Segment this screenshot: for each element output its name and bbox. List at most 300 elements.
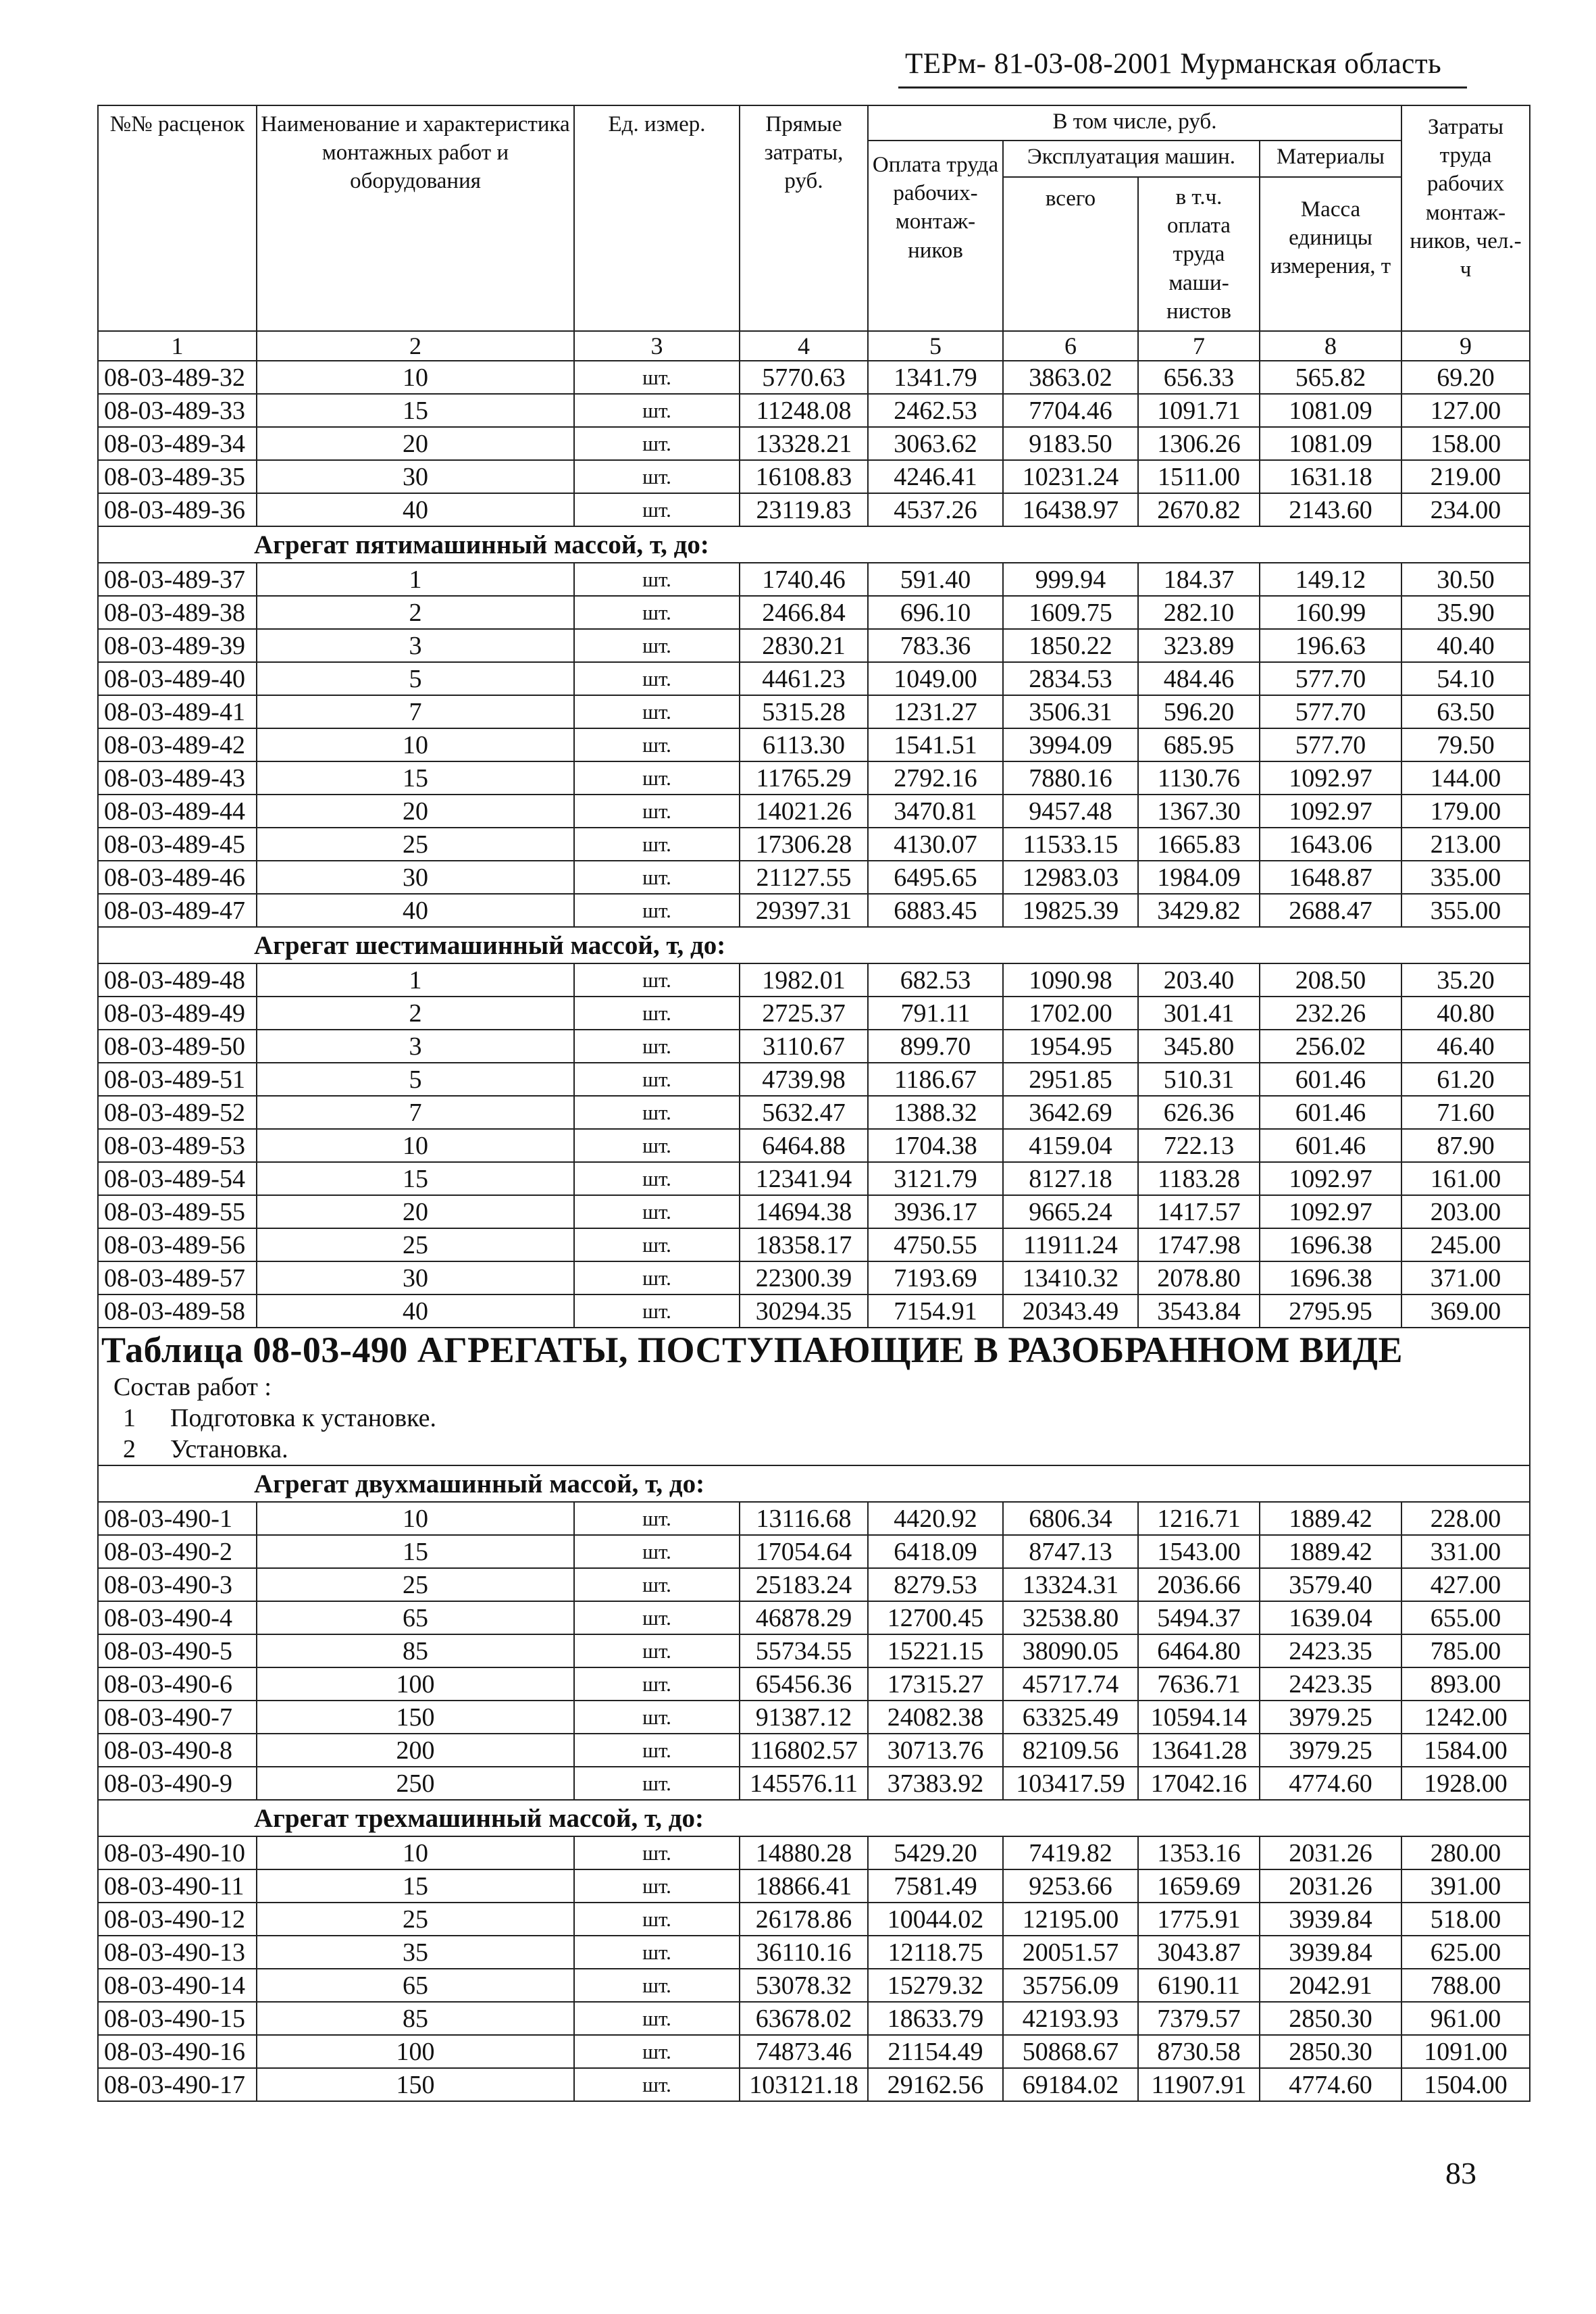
operator-wages: 323.89 (1138, 629, 1260, 662)
column-number: 5 (868, 331, 1003, 361)
worker-wages: 4246.41 (868, 460, 1003, 493)
operator-wages: 685.95 (1138, 728, 1260, 761)
labor-hours: 87.90 (1401, 1129, 1530, 1162)
equipment-size: 85 (257, 1634, 574, 1667)
step-text: Установка. (170, 1435, 288, 1463)
direct-costs: 5770.63 (740, 361, 868, 394)
table-row (98, 394, 1530, 427)
rate-code: 08-03-490-16 (98, 2035, 257, 2068)
unit: шт. (574, 1129, 740, 1162)
equipment-size: 30 (257, 1261, 574, 1294)
operator-wages: 13641.28 (1138, 1734, 1260, 1767)
labor-hours: 234.00 (1401, 493, 1530, 526)
table-row (98, 997, 1530, 1030)
mass-per-unit: 1648.87 (1260, 861, 1401, 894)
operator-wages: 656.33 (1138, 361, 1260, 394)
unit: шт. (574, 427, 740, 460)
operator-wages: 6190.11 (1138, 1969, 1260, 2002)
labor-hours: 625.00 (1401, 1936, 1530, 1969)
unit: шт. (574, 828, 740, 861)
group-heading-five-machine: Агрегат пятимашинный массой, т, до: (254, 530, 709, 559)
col-header-labor: Затраты труда рабочих монтаж-ников, чел.-ч (1401, 105, 1530, 331)
unit: шт. (574, 662, 740, 695)
machine-costs: 4159.04 (1003, 1129, 1138, 1162)
operator-wages: 3543.84 (1138, 1294, 1260, 1328)
unit: шт. (574, 1030, 740, 1063)
machine-costs: 9457.48 (1003, 795, 1138, 828)
operator-wages: 301.41 (1138, 997, 1260, 1030)
rows-block-3 (98, 963, 1530, 1328)
worker-wages: 696.10 (868, 596, 1003, 629)
worker-wages: 1541.51 (868, 728, 1003, 761)
direct-costs: 14021.26 (740, 795, 868, 828)
col-header-name: Наименование и характеристика монтажных работ и оборудования (257, 105, 574, 331)
unit: шт. (574, 1734, 740, 1767)
column-number: 9 (1401, 331, 1530, 361)
col-header-machines-total: всего (1003, 177, 1138, 331)
operator-wages: 484.46 (1138, 662, 1260, 695)
direct-costs: 26178.86 (740, 1903, 868, 1936)
mass-per-unit: 1081.09 (1260, 427, 1401, 460)
worker-wages: 12700.45 (868, 1601, 1003, 1634)
operator-wages: 7636.71 (1138, 1667, 1260, 1701)
unit: шт. (574, 1568, 740, 1601)
unit: шт. (574, 1869, 740, 1903)
mass-per-unit: 2031.26 (1260, 1869, 1401, 1903)
operator-wages: 3043.87 (1138, 1936, 1260, 1969)
direct-costs: 3110.67 (740, 1030, 868, 1063)
mass-per-unit: 1639.04 (1260, 1601, 1401, 1634)
rate-code: 08-03-490-4 (98, 1601, 257, 1634)
mass-per-unit: 1696.38 (1260, 1261, 1401, 1294)
mass-per-unit: 2795.95 (1260, 1294, 1401, 1328)
unit: шт. (574, 1096, 740, 1129)
equipment-size: 10 (257, 1502, 574, 1535)
direct-costs: 145576.11 (740, 1767, 868, 1800)
mass-per-unit: 2850.30 (1260, 2035, 1401, 2068)
labor-hours: 1091.00 (1401, 2035, 1530, 2068)
operator-wages: 722.13 (1138, 1129, 1260, 1162)
equipment-size: 20 (257, 1195, 574, 1228)
rate-code: 08-03-489-52 (98, 1096, 257, 1129)
worker-wages: 10044.02 (868, 1903, 1003, 1936)
labor-hours: 69.20 (1401, 361, 1530, 394)
labor-hours: 1242.00 (1401, 1701, 1530, 1734)
rate-code: 08-03-489-40 (98, 662, 257, 695)
mass-per-unit: 1643.06 (1260, 828, 1401, 861)
labor-hours: 245.00 (1401, 1228, 1530, 1261)
direct-costs: 103121.18 (740, 2068, 868, 2101)
mass-per-unit: 577.70 (1260, 728, 1401, 761)
operator-wages: 282.10 (1138, 596, 1260, 629)
mass-per-unit: 3939.84 (1260, 1903, 1401, 1936)
table-row (98, 1502, 1530, 1535)
labor-hours: 35.20 (1401, 963, 1530, 997)
labor-hours: 30.50 (1401, 563, 1530, 596)
table-row (98, 1096, 1530, 1129)
worker-wages: 1704.38 (868, 1129, 1003, 1162)
mass-per-unit: 2423.35 (1260, 1667, 1401, 1701)
worker-wages: 5429.20 (868, 1836, 1003, 1869)
worker-wages: 2462.53 (868, 394, 1003, 427)
rows-block-5 (98, 1836, 1530, 2101)
equipment-size: 1 (257, 963, 574, 997)
operator-wages: 1306.26 (1138, 427, 1260, 460)
unit: шт. (574, 1969, 740, 2002)
labor-hours: 144.00 (1401, 761, 1530, 795)
worker-wages: 30713.76 (868, 1734, 1003, 1767)
worker-wages: 8279.53 (868, 1568, 1003, 1601)
operator-wages: 1984.09 (1138, 861, 1260, 894)
direct-costs: 63678.02 (740, 2002, 868, 2035)
machine-costs: 1090.98 (1003, 963, 1138, 997)
machine-costs: 1702.00 (1003, 997, 1138, 1030)
worker-wages: 3063.62 (868, 427, 1003, 460)
direct-costs: 17306.28 (740, 828, 868, 861)
labor-hours: 331.00 (1401, 1535, 1530, 1568)
table-row (98, 1634, 1530, 1667)
rate-code: 08-03-489-38 (98, 596, 257, 629)
rows-block-4 (98, 1502, 1530, 1800)
equipment-size: 15 (257, 1869, 574, 1903)
mass-per-unit: 565.82 (1260, 361, 1401, 394)
machine-costs: 9665.24 (1003, 1195, 1138, 1228)
machine-costs: 1850.22 (1003, 629, 1138, 662)
equipment-size: 2 (257, 596, 574, 629)
labor-hours: 391.00 (1401, 1869, 1530, 1903)
mass-per-unit: 2143.60 (1260, 493, 1401, 526)
labor-hours: 54.10 (1401, 662, 1530, 695)
rate-code: 08-03-489-49 (98, 997, 257, 1030)
mass-per-unit: 2031.26 (1260, 1836, 1401, 1869)
equipment-size: 10 (257, 1129, 574, 1162)
table-row (98, 1030, 1530, 1063)
operator-wages: 1353.16 (1138, 1836, 1260, 1869)
machine-costs: 20343.49 (1003, 1294, 1138, 1328)
worker-wages: 17315.27 (868, 1667, 1003, 1701)
operator-wages: 11907.91 (1138, 2068, 1260, 2101)
mass-per-unit: 1696.38 (1260, 1228, 1401, 1261)
mass-per-unit: 1092.97 (1260, 1162, 1401, 1195)
page-header: ТЕРм- 81-03-08-2001 Мурманская область (905, 48, 1442, 80)
machine-costs: 1609.75 (1003, 596, 1138, 629)
header-rule (898, 86, 1467, 89)
worker-wages: 6883.45 (868, 894, 1003, 927)
unit: шт. (574, 1936, 740, 1969)
direct-costs: 2466.84 (740, 596, 868, 629)
table-row (98, 1129, 1530, 1162)
direct-costs: 74873.46 (740, 2035, 868, 2068)
equipment-size: 15 (257, 1162, 574, 1195)
mass-per-unit: 2688.47 (1260, 894, 1401, 927)
equipment-size: 250 (257, 1767, 574, 1800)
mass-per-unit: 208.50 (1260, 963, 1401, 997)
column-number: 1 (98, 331, 257, 361)
rate-code: 08-03-489-37 (98, 563, 257, 596)
rate-code: 08-03-490-15 (98, 2002, 257, 2035)
machine-costs: 103417.59 (1003, 1767, 1138, 1800)
equipment-size: 35 (257, 1936, 574, 1969)
rate-code: 08-03-489-33 (98, 394, 257, 427)
operator-wages: 10594.14 (1138, 1701, 1260, 1734)
operator-wages: 2036.66 (1138, 1568, 1260, 1601)
column-number: 6 (1003, 331, 1138, 361)
step-number: 1 (123, 1404, 136, 1432)
table-row (98, 2035, 1530, 2068)
equipment-size: 25 (257, 828, 574, 861)
operator-wages: 7379.57 (1138, 2002, 1260, 2035)
direct-costs: 91387.12 (740, 1701, 868, 1734)
worker-wages: 37383.92 (868, 1767, 1003, 1800)
column-number: 8 (1260, 331, 1401, 361)
composition-label: Состав работ : (113, 1373, 272, 1401)
table-row (98, 1836, 1530, 1869)
mass-per-unit: 1092.97 (1260, 1195, 1401, 1228)
unit: шт. (574, 1535, 740, 1568)
mass-per-unit: 3979.25 (1260, 1734, 1401, 1767)
equipment-size: 40 (257, 894, 574, 927)
machine-costs: 2951.85 (1003, 1063, 1138, 1096)
operator-wages: 203.40 (1138, 963, 1260, 997)
mass-per-unit: 196.63 (1260, 629, 1401, 662)
equipment-size: 30 (257, 861, 574, 894)
operator-wages: 1367.30 (1138, 795, 1260, 828)
worker-wages: 1388.32 (868, 1096, 1003, 1129)
column-number: 4 (740, 331, 868, 361)
table-row (98, 695, 1530, 728)
mass-per-unit: 1631.18 (1260, 460, 1401, 493)
machine-costs: 11533.15 (1003, 828, 1138, 861)
worker-wages: 4537.26 (868, 493, 1003, 526)
equipment-size: 15 (257, 394, 574, 427)
machine-costs: 45717.74 (1003, 1667, 1138, 1701)
labor-hours: 203.00 (1401, 1195, 1530, 1228)
labor-hours: 893.00 (1401, 1667, 1530, 1701)
machine-costs: 12195.00 (1003, 1903, 1138, 1936)
table-row (98, 861, 1530, 894)
direct-costs: 1740.46 (740, 563, 868, 596)
rate-code: 08-03-489-32 (98, 361, 257, 394)
worker-wages: 1231.27 (868, 695, 1003, 728)
table-row (98, 427, 1530, 460)
operator-wages: 1775.91 (1138, 1903, 1260, 1936)
machine-costs: 63325.49 (1003, 1701, 1138, 1734)
equipment-size: 65 (257, 1969, 574, 2002)
rate-code: 08-03-489-54 (98, 1162, 257, 1195)
table-row (98, 563, 1530, 596)
table-row (98, 1667, 1530, 1701)
col-header-machines: Эксплуатация машин. (1003, 141, 1260, 177)
unit: шт. (574, 596, 740, 629)
mass-per-unit: 1092.97 (1260, 761, 1401, 795)
worker-wages: 1341.79 (868, 361, 1003, 394)
machine-costs: 38090.05 (1003, 1634, 1138, 1667)
labor-hours: 655.00 (1401, 1601, 1530, 1634)
worker-wages: 6495.65 (868, 861, 1003, 894)
mass-per-unit: 2042.91 (1260, 1969, 1401, 2002)
direct-costs: 4461.23 (740, 662, 868, 695)
direct-costs: 13116.68 (740, 1502, 868, 1535)
table-row (98, 1767, 1530, 1800)
table-row (98, 963, 1530, 997)
equipment-size: 15 (257, 1535, 574, 1568)
rate-code: 08-03-489-44 (98, 795, 257, 828)
unit: шт. (574, 728, 740, 761)
table-row (98, 894, 1530, 927)
direct-costs: 23119.83 (740, 493, 868, 526)
rate-code: 08-03-489-45 (98, 828, 257, 861)
labor-hours: 63.50 (1401, 695, 1530, 728)
worker-wages: 18633.79 (868, 2002, 1003, 2035)
table-row (98, 761, 1530, 795)
rate-code: 08-03-489-57 (98, 1261, 257, 1294)
worker-wages: 21154.49 (868, 2035, 1003, 2068)
mass-per-unit: 3939.84 (1260, 1936, 1401, 1969)
mass-per-unit: 1889.42 (1260, 1535, 1401, 1568)
table-row (98, 2068, 1530, 2101)
rate-code: 08-03-490-2 (98, 1535, 257, 1568)
direct-costs: 4739.98 (740, 1063, 868, 1096)
table-490-title: Таблица 08-03-490 АГРЕГАТЫ, ПОСТУПАЮЩИЕ В РАЗОБРАННОМ ВИДЕ (101, 1330, 1404, 1370)
labor-hours: 427.00 (1401, 1568, 1530, 1601)
unit: шт. (574, 1601, 740, 1634)
mass-per-unit: 3579.40 (1260, 1568, 1401, 1601)
direct-costs: 53078.32 (740, 1969, 868, 2002)
rate-code: 08-03-490-12 (98, 1903, 257, 1936)
table-row (98, 460, 1530, 493)
operator-wages: 8730.58 (1138, 2035, 1260, 2068)
machine-costs: 2834.53 (1003, 662, 1138, 695)
operator-wages: 1543.00 (1138, 1535, 1260, 1568)
group-heading-six-machine: Агрегат шестимашинный массой, т, до: (254, 930, 726, 960)
labor-hours: 35.90 (1401, 596, 1530, 629)
unit: шт. (574, 1162, 740, 1195)
direct-costs: 12341.94 (740, 1162, 868, 1195)
mass-per-unit: 1081.09 (1260, 394, 1401, 427)
equipment-size: 3 (257, 629, 574, 662)
equipment-size: 85 (257, 2002, 574, 2035)
unit: шт. (574, 460, 740, 493)
labor-hours: 335.00 (1401, 861, 1530, 894)
machine-costs: 19825.39 (1003, 894, 1138, 927)
operator-wages: 1747.98 (1138, 1228, 1260, 1261)
machine-costs: 3642.69 (1003, 1096, 1138, 1129)
col-header-wages: Оплата труда рабочих-монтаж-ников (868, 141, 1003, 331)
unit: шт. (574, 1667, 740, 1701)
col-header-operator-wages: в т.ч. оплата труда маши-нистов (1138, 177, 1260, 331)
unit: шт. (574, 997, 740, 1030)
labor-hours: 371.00 (1401, 1261, 1530, 1294)
operator-wages: 596.20 (1138, 695, 1260, 728)
column-number: 2 (257, 331, 574, 361)
labor-hours: 961.00 (1401, 2002, 1530, 2035)
mass-per-unit: 1889.42 (1260, 1502, 1401, 1535)
worker-wages: 4130.07 (868, 828, 1003, 861)
equipment-size: 100 (257, 1667, 574, 1701)
worker-wages: 6418.09 (868, 1535, 1003, 1568)
labor-hours: 355.00 (1401, 894, 1530, 927)
table-row (98, 1294, 1530, 1328)
direct-costs: 14880.28 (740, 1836, 868, 1869)
labor-hours: 40.80 (1401, 997, 1530, 1030)
table-row (98, 1601, 1530, 1634)
labor-hours: 179.00 (1401, 795, 1530, 828)
step-number: 2 (123, 1435, 136, 1463)
machine-costs: 7704.46 (1003, 394, 1138, 427)
operator-wages: 626.36 (1138, 1096, 1260, 1129)
machine-costs: 69184.02 (1003, 2068, 1138, 2101)
worker-wages: 3121.79 (868, 1162, 1003, 1195)
machine-costs: 3863.02 (1003, 361, 1138, 394)
group-six-section (98, 927, 1530, 963)
table-row (98, 1869, 1530, 1903)
machine-costs: 9253.66 (1003, 1869, 1138, 1903)
direct-costs: 5315.28 (740, 695, 868, 728)
direct-costs: 116802.57 (740, 1734, 868, 1767)
direct-costs: 17054.64 (740, 1535, 868, 1568)
operator-wages: 1665.83 (1138, 828, 1260, 861)
direct-costs: 11248.08 (740, 394, 868, 427)
equipment-size: 25 (257, 1568, 574, 1601)
mass-per-unit: 2423.35 (1260, 1634, 1401, 1667)
equipment-size: 1 (257, 563, 574, 596)
mass-per-unit: 2850.30 (1260, 2002, 1401, 2035)
column-number: 3 (574, 331, 740, 361)
worker-wages: 7581.49 (868, 1869, 1003, 1903)
rate-code: 08-03-490-10 (98, 1836, 257, 1869)
operator-wages: 1417.57 (1138, 1195, 1260, 1228)
direct-costs: 21127.55 (740, 861, 868, 894)
machine-costs: 35756.09 (1003, 1969, 1138, 2002)
machine-costs: 50868.67 (1003, 2035, 1138, 2068)
unit: шт. (574, 1701, 740, 1734)
labor-hours: 219.00 (1401, 460, 1530, 493)
worker-wages: 15279.32 (868, 1969, 1003, 2002)
table-row (98, 1903, 1530, 1936)
rate-code: 08-03-490-1 (98, 1502, 257, 1535)
mass-per-unit: 577.70 (1260, 662, 1401, 695)
equipment-size: 10 (257, 728, 574, 761)
unit: шт. (574, 861, 740, 894)
operator-wages: 1659.69 (1138, 1869, 1260, 1903)
column-number: 7 (1138, 331, 1260, 361)
unit: шт. (574, 1903, 740, 1936)
operator-wages: 6464.80 (1138, 1634, 1260, 1667)
col-header-mass: Масса единицы измерения, т (1260, 177, 1401, 331)
operator-wages: 1216.71 (1138, 1502, 1260, 1535)
rate-code: 08-03-490-13 (98, 1936, 257, 1969)
unit: шт. (574, 761, 740, 795)
equipment-size: 150 (257, 2068, 574, 2101)
col-header-codes: №№ расценок (98, 105, 257, 331)
equipment-size: 5 (257, 662, 574, 695)
labor-hours: 1928.00 (1401, 1767, 1530, 1800)
machine-costs: 9183.50 (1003, 427, 1138, 460)
group-heading-three-machine: Агрегат трехмашинный массой, т, до: (254, 1803, 704, 1833)
worker-wages: 4750.55 (868, 1228, 1003, 1261)
direct-costs: 29397.31 (740, 894, 868, 927)
column-numbers-row (98, 331, 1530, 361)
operator-wages: 345.80 (1138, 1030, 1260, 1063)
labor-hours: 518.00 (1401, 1903, 1530, 1936)
direct-costs: 25183.24 (740, 1568, 868, 1601)
mass-per-unit: 601.46 (1260, 1129, 1401, 1162)
table-row (98, 828, 1530, 861)
table-row (98, 662, 1530, 695)
rate-code: 08-03-490-14 (98, 1969, 257, 2002)
worker-wages: 4420.92 (868, 1502, 1003, 1535)
unit: шт. (574, 795, 740, 828)
